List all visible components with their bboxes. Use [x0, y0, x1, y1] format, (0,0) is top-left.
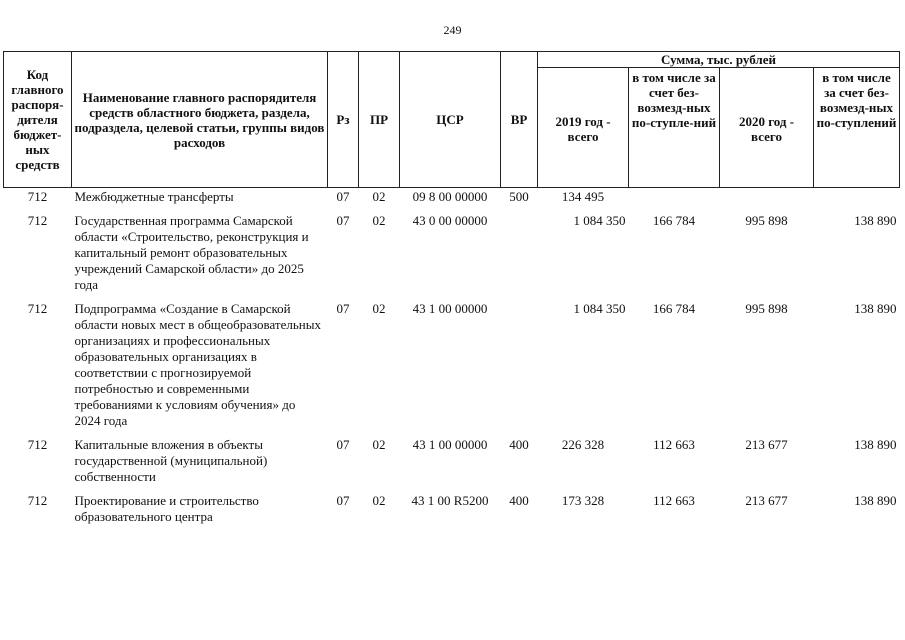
cell-vr: 400: [509, 437, 529, 452]
cell-csr: 43 1 00 00000: [412, 301, 488, 316]
header-2019-total: 2019 год - всего: [538, 68, 629, 188]
cell-pr: 02: [372, 189, 386, 204]
cell-pr: 02: [372, 301, 386, 316]
cell-2019-total: 173 328: [561, 493, 605, 508]
header-csr: ЦСР: [400, 52, 501, 188]
header-sum-group: Сумма, тыс. рублей: [538, 52, 900, 68]
table-body: [4, 188, 900, 533]
cell-2020-total: 213 677: [745, 437, 788, 452]
cell-pr: 02: [372, 493, 386, 508]
cell-code: 712: [27, 493, 48, 508]
cell-2020-free: [814, 188, 900, 213]
cell-name: Государственная программа Самарской области «Строительство, реконструкция и капитальный ремонт образовательных учреждений Самарской области» до 2025 года: [74, 213, 309, 292]
cell-rz: 07: [336, 189, 350, 204]
cell-vr: [501, 212, 538, 300]
cell-code: 712: [27, 437, 48, 452]
cell-2019-total: 134 495: [561, 189, 605, 204]
cell-2020-free: 138 890: [854, 493, 897, 508]
cell-2020-total: 995 898: [745, 301, 788, 316]
cell-rz: 07: [336, 301, 350, 316]
cell-csr: 43 1 00 00000: [412, 437, 488, 452]
page-number: 249: [443, 23, 462, 37]
budget-table: [3, 51, 900, 532]
cell-2019-free: [629, 188, 720, 213]
cell-rz: 07: [336, 213, 350, 228]
cell-2020-free: 138 890: [854, 301, 897, 316]
cell-2020-total: 995 898: [745, 213, 788, 228]
cell-rz: 07: [336, 437, 350, 452]
table-row: [4, 492, 900, 532]
table-row: [4, 300, 900, 436]
cell-vr: [501, 300, 538, 436]
cell-2019-total: 1 084 350: [573, 301, 626, 316]
cell-2020-total: [720, 188, 814, 213]
cell-vr: 400: [509, 493, 529, 508]
cell-csr: 09 8 00 00000: [412, 189, 488, 204]
table-row: [4, 212, 900, 300]
header-name: Наименование главного распорядителя средств областного бюджета, раздела, подраздела, целевой статьи, группы видов расходов: [72, 52, 328, 188]
header-code: Код главного распоря-дителя бюджет-ных средств: [4, 52, 72, 188]
cell-name: Проектирование и строительство образовательного центра: [74, 493, 259, 524]
header-2020-free: в том числе за счет без-возмезд-ных по-ступлений: [814, 68, 900, 188]
cell-csr: 43 1 00 R5200: [411, 493, 489, 508]
cell-vr: 500: [509, 189, 529, 204]
cell-name: Межбюджетные трансферты: [74, 189, 234, 204]
cell-pr: 02: [372, 437, 386, 452]
cell-2019-free: 112 663: [653, 493, 695, 508]
table-row: [4, 436, 900, 492]
cell-name: Капитальные вложения в объекты государственной (муниципальной) собственности: [74, 437, 268, 484]
table-row: [4, 188, 900, 213]
cell-code: 712: [27, 189, 48, 204]
cell-2019-free: 166 784: [652, 301, 696, 316]
table-header: [4, 52, 900, 188]
cell-2019-free: 112 663: [653, 437, 695, 452]
cell-2019-free: 166 784: [652, 213, 696, 228]
cell-csr: 43 0 00 00000: [412, 213, 488, 228]
cell-code: 712: [27, 301, 48, 316]
cell-2019-total: 226 328: [561, 437, 605, 452]
header-vr: ВР: [501, 52, 538, 188]
cell-code: 712: [27, 213, 48, 228]
header-2019-free: в том числе за счет без-возмезд-ных по-ступле-ний: [629, 68, 720, 188]
header-2020-total: 2020 год - всего: [720, 68, 814, 188]
cell-2020-free: 138 890: [854, 437, 897, 452]
cell-2019-total: 1 084 350: [573, 213, 626, 228]
cell-pr: 02: [372, 213, 386, 228]
header-rz: Рз: [328, 52, 359, 188]
header-pr: ПР: [359, 52, 400, 188]
cell-rz: 07: [336, 493, 350, 508]
cell-name: Подпрограмма «Создание в Самарской области новых мест в общеобразовательных организациях и профессиональных образовательных организациях в соответствии с прогнозируемой потребностью и современными требованиями к условиям обучения» до 2024 года: [74, 301, 321, 428]
cell-2020-total: 213 677: [745, 493, 788, 508]
cell-2020-free: 138 890: [854, 213, 897, 228]
